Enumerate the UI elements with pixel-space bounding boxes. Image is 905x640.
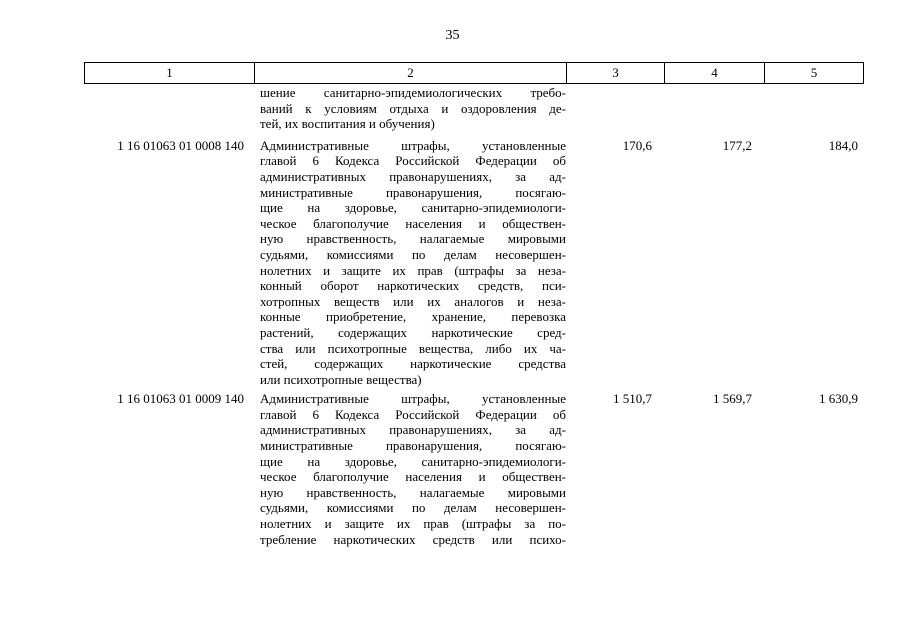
description-line: ную нравственность, налагаемые мировыми: [260, 231, 566, 247]
column-header-3: 3: [567, 63, 665, 83]
description-line: растений, содержащих наркотические сред-: [260, 324, 566, 340]
description-line: ческое благополучие населения и обществен-: [260, 215, 566, 231]
description: [254, 391, 566, 547]
description-line: тей, их воспитания и обучения): [260, 116, 435, 132]
description-line: Административные штрафы, установленные: [260, 137, 566, 153]
description-line: ческое благополучие населения и обществен-: [260, 469, 566, 485]
value-col-5: 1 630,9: [819, 391, 858, 407]
table-row: [84, 391, 864, 547]
description-line: нолетних и защите их прав (штрафы за неза-: [260, 262, 566, 278]
column-header-2: 2: [255, 63, 567, 83]
value-col-5: [764, 85, 862, 132]
value-col-4: [664, 85, 764, 132]
description-line: министративные правонарушения, посягаю-: [260, 184, 566, 200]
description-line: министративные правонарушения, посягаю-: [260, 438, 566, 454]
table-row: [84, 85, 864, 132]
value-col-3: 1 510,7: [613, 391, 652, 407]
budget-code: 1 16 01063 01 0008 140: [117, 137, 244, 153]
description-line: ную нравственность, налагаемые мировыми: [260, 484, 566, 500]
description-line: главой 6 Кодекса Российской Федерации об: [260, 406, 566, 422]
description-line: ства или психотропные вещества, либо их ча-: [260, 340, 566, 356]
description-line: конный оборот наркотических средств, пси-: [260, 278, 566, 294]
description-line: административных правонарушениях, за ад-: [260, 422, 566, 438]
description: [254, 85, 566, 132]
description-line: судьями, комиссиями по делам несовершен-: [260, 246, 566, 262]
description-line: щие на здоровье, санитарно-эпидемиологи-: [260, 200, 566, 216]
description-line: конные приобретение, хранение, перевозка: [260, 309, 566, 325]
description-line: ваний к условиям отдыха и оздоровления де-: [260, 100, 566, 116]
budget-code: [84, 85, 254, 132]
description-line: щие на здоровье, санитарно-эпидемиологи-: [260, 453, 566, 469]
column-header-1: 1: [85, 63, 255, 83]
description-line: требление наркотических средств или психо-: [260, 531, 566, 547]
description-line: главой 6 Кодекса Российской Федерации об: [260, 153, 566, 169]
description-line: нолетних и защите их прав (штрафы за по-: [260, 516, 566, 532]
description-line: судьями, комиссиями по делам несовершен-: [260, 500, 566, 516]
column-header-4: 4: [665, 63, 765, 83]
value-col-4: 1 569,7: [713, 391, 752, 407]
value-col-4: 177,2: [722, 137, 752, 153]
table-header: [84, 62, 864, 84]
description-line: шение санитарно-эпидемиологических требо-: [260, 85, 566, 100]
page-number: 35: [445, 28, 460, 43]
description-line: стей, содержащих наркотические средства: [260, 356, 566, 372]
description-line: или психотропные вещества): [260, 371, 422, 387]
value-col-5: 184,0: [828, 137, 858, 153]
description: [254, 138, 566, 388]
value-col-3: [566, 85, 664, 132]
description-line: административных правонарушениях, за ад-: [260, 168, 566, 184]
value-col-3: 170,6: [622, 137, 652, 153]
table-body: [84, 85, 864, 547]
column-header-5: 5: [810, 65, 818, 80]
description-line: Административные штрафы, установленные: [260, 391, 566, 407]
description-line: хотропных веществ или их аналогов и неза-: [260, 293, 566, 309]
budget-code: 1 16 01063 01 0009 140: [117, 391, 244, 407]
table-row: [84, 138, 864, 388]
